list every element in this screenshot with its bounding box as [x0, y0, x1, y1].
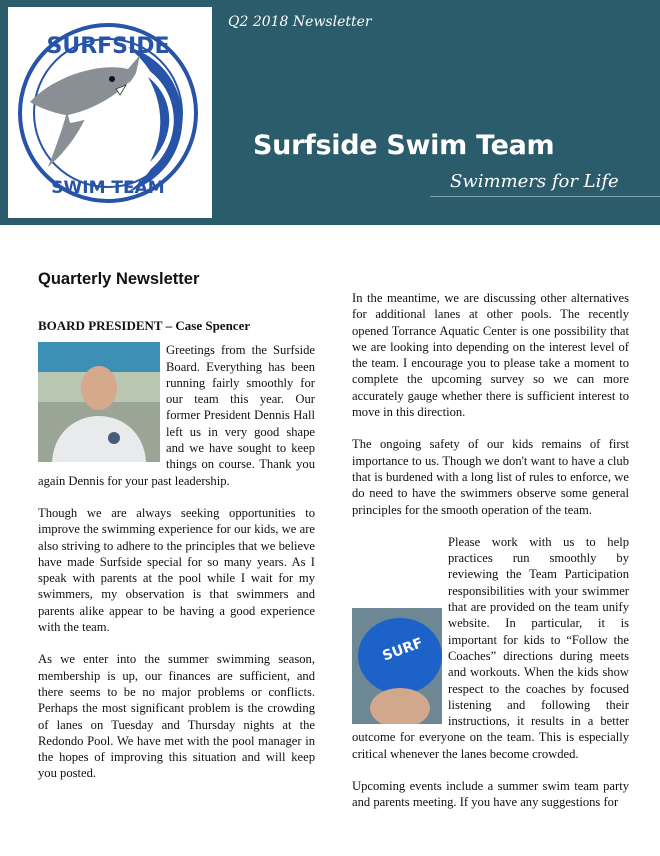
paragraph: Though we are always seeking opportunities to improve the swimming experience for our kids, we are also striving to adhere to the principles that we believe have made Surfside special for so many years. As I speak with parents at the pool while I wait for my swimmers, my observation is that swimmers and parents alike appear to be having a good experience with the team.: [38, 505, 315, 635]
svg-text:SWIM TEAM: SWIM TEAM: [51, 178, 165, 198]
svg-text:SURFSIDE: SURFSIDE: [46, 34, 170, 59]
right-column: [352, 290, 629, 827]
paragraph-greeting: Greetings from the Surfside Board. Everything has been running fairly smoothly for our team this year. Our former President Dennis Hall left us in very good shape and we have sought to keep things on course. Thank you again Dennis for your past leadership.: [38, 343, 315, 488]
paragraph: The ongoing safety of our kids remains of first importance to us. Though we don't want to have a club that is burdened with a long list of rules to enforce, we do need to have the swimmers observe some general principles for the smooth operation of the team.: [352, 437, 629, 517]
left-column: [38, 318, 315, 798]
paragraph-coaches: Please work with us to help practices run smoothly by reviewing the Team Participation responsibilities with your swimmer that are provided on the team unify website. In particular, it is important for kids to “Follow the Coaches” directions during meets and workouts. When the kids show respect to the coaches by focused listening and following their instructions, it results in a better outcome for everyone on the team. This is especially critical whenever the lanes become crowded.: [352, 534, 629, 761]
president-photo: [38, 342, 160, 462]
svg-text:SURF: SURF: [380, 635, 426, 665]
swimmer-photo: [352, 608, 442, 724]
tagline-divider: [430, 196, 660, 197]
header-banner: [0, 0, 660, 225]
team-logo: [8, 7, 212, 218]
tagline: Swimmers for Life: [450, 171, 619, 192]
paragraph: Upcoming events include a summer swim team party and parents meeting. If you have any suggestions for: [352, 779, 629, 810]
section-title: BOARD PRESIDENT – Case Spencer: [38, 318, 251, 333]
page-title: Surfside Swim Team: [253, 130, 555, 161]
newsletter-heading: Quarterly Newsletter: [38, 270, 200, 288]
shark-logo-icon: [8, 7, 212, 218]
paragraph: In the meantime, we are discussing other alternatives for additional lanes at other pools. The recently opened Torrance Aquatic Center is one possibility that we are looking into depending on the interest level of the team. I encourage you to please take a moment to complete the upcoming survey so we can more accurately gauge whether there is sufficient interest to move in this direction.: [352, 291, 629, 420]
paragraph: As we enter into the summer swimming season, membership is up, our finances are sufficient, and there seems to be no major problems or conflicts. Perhaps the most significant problem is the crowding of lanes on Tuesday and Thursday nights at the Redondo Pool. We have met with the pool manager in the hopes of improving this situation and will keep you posted.: [38, 652, 315, 781]
issue-label: Q2 2018 Newsletter: [228, 14, 372, 30]
